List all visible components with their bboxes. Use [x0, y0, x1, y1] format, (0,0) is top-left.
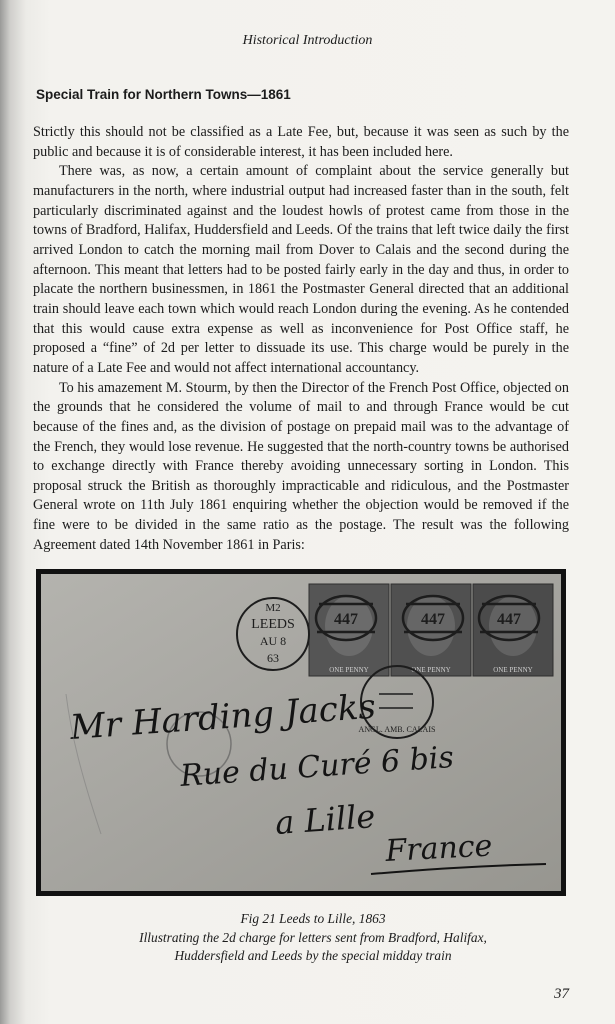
cancel-number-2: 447 — [421, 611, 445, 628]
paragraph-3: To his amazement M. Stourm, by then the Director of the French Post Office, objected on the grounds that he considered the volume of mail to and through France would be cut because of the fines and, as the division of postage on prepaid mail was to the advantage of the French, they would lose revenue. He suggested that the north-country towns be authorised to exchange directly with France thereby avoiding unnecessary sorting in London. This proposal struck the British as thoroughly impracticable and ridiculous, and the Postmaster General wrote on 11th July 1861 enquiring whether the objection would be removed if the fine were to be divided in the same ratio as the postage. The result was the following Agreement dated 14th November 1861 in Paris: — [33, 379, 569, 553]
caption-title: Fig 21 Leeds to Lille, 1863 — [240, 911, 386, 926]
running-header: Historical Introduction — [242, 33, 373, 48]
stamp-label-1: ONE PENNY — [329, 666, 369, 674]
postmark-code: M2 — [265, 602, 281, 614]
figure-caption — [33, 910, 593, 966]
caption-line-3: Huddersfield and Leeds by the special midday train — [174, 948, 452, 964]
address-line-4: France — [384, 828, 494, 869]
address-line-2: Rue du Curé 6 bis — [179, 739, 455, 794]
transit-mark-text: ANGL. AMB. CALAIS — [358, 725, 436, 734]
envelope-photo — [36, 569, 566, 896]
postmark-year: 63 — [267, 651, 279, 665]
cancel-number-3: 447 — [497, 611, 521, 628]
stamp-label-2: ONE PENNY — [411, 666, 451, 674]
section-heading: Special Train for Northern Towns—1861 — [36, 87, 291, 102]
page-number: 37 — [554, 986, 569, 1002]
paragraph-1: Strictly this should not be classified as a Late Fee, but, because it was seen as such by the public and because it is of considerable interest, it has been included here. — [33, 124, 569, 160]
address-line-1: Mr Harding Jacks — [68, 686, 378, 748]
address-line-3: a Lille — [273, 797, 377, 842]
envelope-illustration — [41, 574, 561, 891]
paragraph-2: There was, as now, a certain amount of complaint about the service generally but manufacturers in the north, where industrial output had increased faster than in the south, felt particularly discriminated against and the loudest howls of protest came from those in the towns of Bradford, Halifax, Huddersfield and Leeds. Of the trains that left twice daily the first arrived London to catch the morning mail from Dover to Calais and the second during the afternoon. This meant that letters had to be posted fairly early in the day and thus, in order to placate the northern businessmen, in 1861 the Postmaster General directed that an additional train should leave each town which would reach London during the evening. As he contended that this would cause extra expense as well as inconvenience for Post Office staff, he proposed a “fine” of 2d per letter to dissuade its use. This charge would be purely in the nature of a Late Fee and would not affect international accountancy. — [33, 163, 569, 376]
body-text — [33, 123, 569, 555]
postmark-town: LEEDS — [251, 617, 295, 632]
cancel-number-1: 447 — [334, 611, 358, 628]
caption-line-2: Illustrating the 2d charge for letters sent from Bradford, Halifax, — [139, 929, 487, 945]
stamp-label-3: ONE PENNY — [493, 666, 533, 674]
postmark-date: AU 8 — [259, 634, 287, 648]
